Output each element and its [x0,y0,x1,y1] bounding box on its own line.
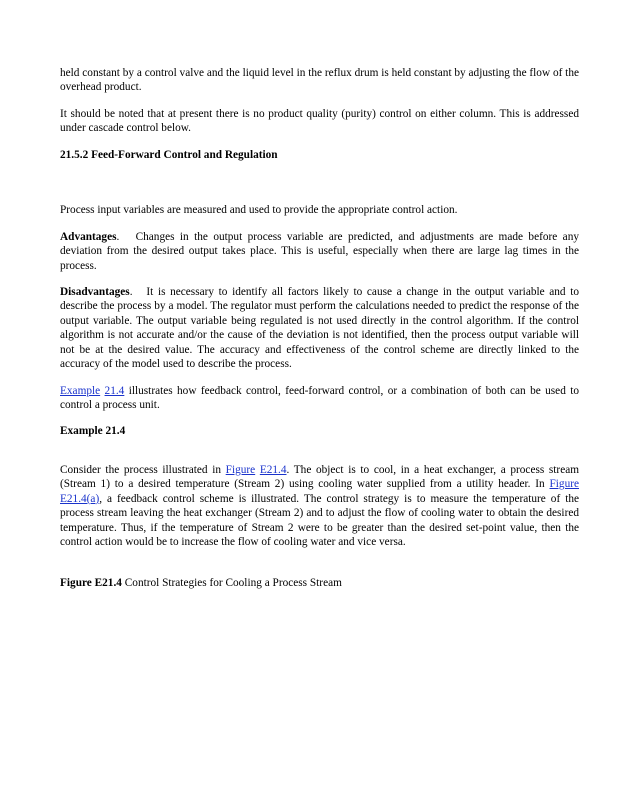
example-link[interactable]: Example [60,385,101,397]
figure-e21-4a-link[interactable]: E21.4(a) [60,492,100,505]
figure-caption-label: Figure E21.4 [60,577,122,589]
figure-caption-text: Control Strategies for Cooling a Process Stream [124,577,342,589]
paragraph-disadvantages: Disadvantages. It is necessary to identify all factors likely to cause a change in the output variable and to describe the process by a model. The regulator must perform the calculations needed to predict the response of the output variable. The output variable being regulated is not used directly in the control algorithm. If the control algorithm is not accurate and/or the cause of the deviation is not identified, then the process output variable will not be at the desired value. The accuracy and effectiveness of the control scheme are directly linked to the accuracy of the model used to describe the process. [60,286,579,371]
advantages-label: Advantages [60,231,117,243]
figure-e21-4-link[interactable]: E21.4 [259,464,287,476]
section-heading: 21.5.2 Feed-Forward Control and Regulation [60,149,278,161]
figure-link-2[interactable]: Figure [549,478,579,491]
example-reference-text: illustrates how feedback control, feed-forward control, or a combination of both can be used to control a process unit. [60,385,580,412]
figure-caption [60,576,579,590]
advantages-text: Changes in the output process variable are predicted, and adjustments are made before any deviation from the desired output takes place. This is useful, especially when there are large lag times in the process. [60,231,579,272]
paragraph-overhead-product: held constant by a control valve and the liquid level in the reflux drum is held constant by adjusting the flow of the overhead product. [60,67,579,94]
disadvantages-label: Disadvantages [60,286,130,298]
disadvantages-text: It is necessary to identify all factors likely to cause a change in the output variable and to describe the process by a model. The regulator must perform the calculations needed to predict the response of the output variable. The output variable being regulated is not used directly in the control algorithm. If the control algorithm is not accurate and/or the cause of the deviation is not identified, then the process output variable will not be at the desired value. The accuracy and effectiveness of the control scheme are directly linked to the accuracy of the model used to describe the process. [60,286,579,371]
figure-link[interactable]: Figure [225,464,256,476]
paragraph-input-variables: Process input variables are measured and used to provide the appropriate control action. [60,204,458,216]
paragraph-consider-process: Consider the process illustrated in Figure E21.4. The object is to cool, in a heat exchanger, a process stream (Stream 1) to a desired temperature (Stream 2) using cooling water supplied from a utility header. In Figure E21.4(a), a feedback control scheme is illustrated. The control strategy is to measure the temperature of the process stream leaving the heat exchanger (Stream 2) and to adjust the flow of cooling water to obtain the desired temperature. Thus, if the temperature of Stream 2 were to be greater than the desired set-point value, then the control action would be to increase the flow of cooling water and vice versa. [60,464,580,549]
example-number-link[interactable]: 21.4 [104,385,125,397]
paragraph-no-quality-control: It should be noted that at present there is no product quality (purity) control on either column. This is addressed under cascade control below. [60,108,579,135]
example-heading: Example 21.4 [60,425,126,437]
paragraph-advantages: Advantages. Changes in the output process variable are predicted, and adjustments are made before any deviation from the desired output takes place. This is useful, especially when there are large lag times in the process. [60,231,579,272]
paragraph-example-reference [60,384,579,413]
